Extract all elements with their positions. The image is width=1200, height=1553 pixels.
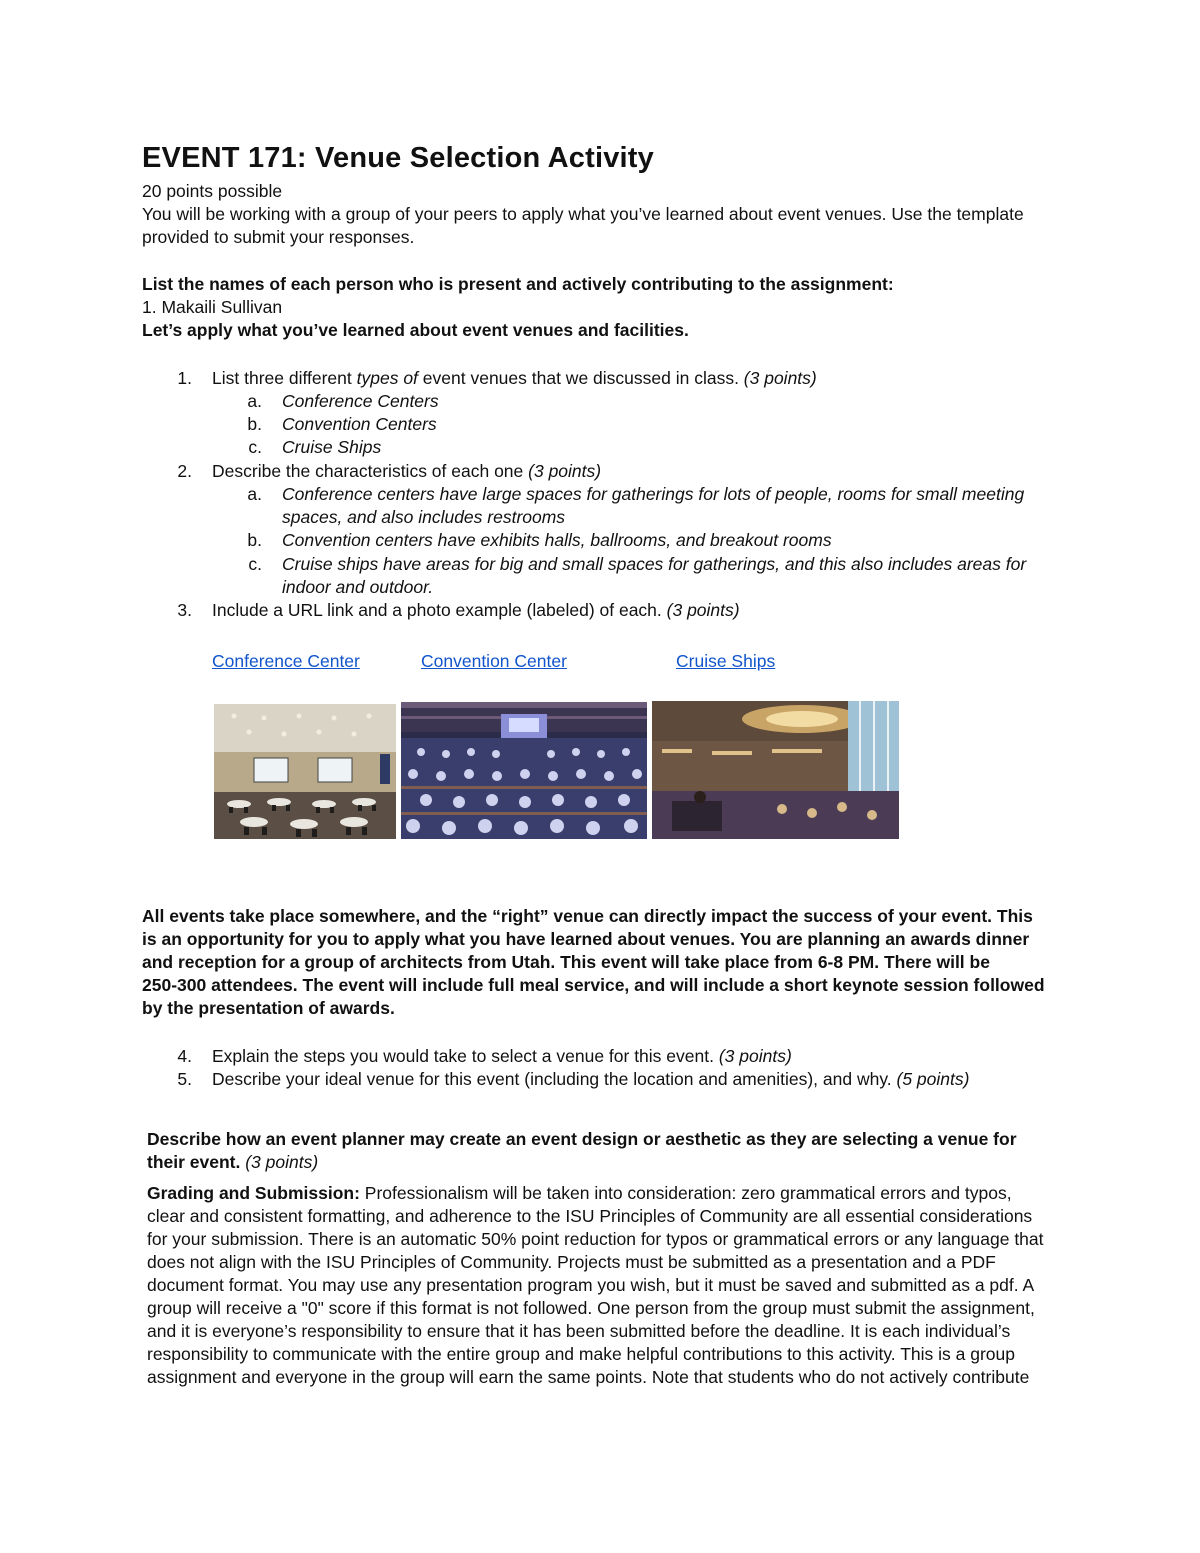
conference-center-link[interactable]: Conference Center xyxy=(212,651,360,671)
contributor-name: 1. Makaili Sullivan xyxy=(142,297,283,317)
scenario-line-3: and reception for a group of architects from Utah. This event will take place from 6-8 PM. There will be xyxy=(142,952,990,972)
q1-text-c: event venues that we discussed in class. xyxy=(417,368,744,388)
q2-answer-letter-c: c. xyxy=(248,554,262,574)
q2-answer-c-line-1: Cruise ships have areas for big and small spaces for gatherings, and this also includes areas for xyxy=(282,554,1027,574)
q1-answer-letter-a: a. xyxy=(247,391,262,411)
grading-line-1 xyxy=(147,1182,1012,1205)
q1-answer-c: Cruise Ships xyxy=(282,437,382,457)
grading-line-6: group will receive a "0" score if this format is not followed. One person from the group must submit the assignment, xyxy=(147,1298,1035,1318)
q4-text-main: Explain the steps you would take to select a venue for this event. xyxy=(212,1046,719,1066)
grading-line-2: clear and consistent formatting, and adherence to the ISU Principles of Community are all essential considerations xyxy=(147,1206,1033,1226)
q3-points: (3 points) xyxy=(666,600,740,620)
q1-text-a: List three different xyxy=(212,368,357,388)
scenario-line-5: by the presentation of awards. xyxy=(142,998,395,1018)
conference-center-photo xyxy=(214,704,396,839)
q2-answer-a-line-2: spaces, and also includes restrooms xyxy=(282,507,566,527)
q5-text xyxy=(212,1068,969,1091)
grading-label: Grading and Submission: xyxy=(147,1183,360,1203)
grading-line-9: assignment and everyone in the group will earn the same points. Note that students who do not actively contribute xyxy=(147,1367,1030,1387)
q1-text xyxy=(212,367,817,390)
q2-answer-b: Convention centers have exhibits halls, ballrooms, and breakout rooms xyxy=(282,530,832,550)
grading-line-8: responsibility to communicate with the entire group and make helpful contributions to this activity. This is a group xyxy=(147,1344,1015,1364)
q2-text xyxy=(212,460,601,483)
convention-center-link[interactable]: Convention Center xyxy=(421,651,567,671)
cruise-ships-photo xyxy=(652,701,899,839)
q4-number: 4. xyxy=(177,1046,192,1066)
q1-answer-a: Conference Centers xyxy=(282,391,439,411)
q2-answer-c-line-2: indoor and outdoor. xyxy=(282,577,434,597)
design-question-text: their event. xyxy=(147,1152,246,1172)
grading-line-5: document format. You may use any presentation program you wish, but it must be saved and submitted as a pdf. A xyxy=(147,1275,1035,1295)
q4-text xyxy=(212,1045,792,1068)
intro-text-line-1: You will be working with a group of your peers to apply what you’ve learned about event venues. Use the template xyxy=(142,204,1024,224)
q5-points: (5 points) xyxy=(896,1069,970,1089)
q5-text-main: Describe your ideal venue for this event (including the location and amenities), and why. xyxy=(212,1069,897,1089)
q4-points: (3 points) xyxy=(718,1046,792,1066)
q2-answer-letter-b: b. xyxy=(247,530,262,550)
q1-answer-letter-c: c. xyxy=(248,437,262,457)
apply-heading: Let’s apply what you’ve learned about event venues and facilities. xyxy=(142,320,689,340)
design-question-points: (3 points) xyxy=(245,1152,319,1172)
scenario-line-2: is an opportunity for you to apply what you have learned about venues. You are planning an awards dinner xyxy=(142,929,1030,949)
grading-line-3: for your submission. There is an automatic 50% point reduction for typos or grammatical errors or any language that xyxy=(147,1229,1044,1249)
grading-line-7: and it is everyone’s responsibility to ensure that it has been submitted before the deadline. It is each individual’s xyxy=(147,1321,1011,1341)
grading-line-4: does not align with the ISU Principles of Community. Projects must be submitted as a presentation and a PDF xyxy=(147,1252,996,1272)
q3-number: 3. xyxy=(177,600,192,620)
intro-text-line-2: provided to submit your responses. xyxy=(142,227,415,247)
cruise-ships-link[interactable]: Cruise Ships xyxy=(676,651,776,671)
scenario-line-4: 250-300 attendees. The event will include full meal service, and will include a short keynote session followed xyxy=(142,975,1045,995)
q2-answer-letter-a: a. xyxy=(247,484,262,504)
convention-center-photo xyxy=(401,702,647,839)
page-title: EVENT 171: Venue Selection Activity xyxy=(142,142,654,174)
q1-answer-letter-b: b. xyxy=(247,414,262,434)
q2-number: 2. xyxy=(177,461,192,481)
q2-answer-a-line-1: Conference centers have large spaces for gatherings for lots of people, rooms for small meeting xyxy=(282,484,1025,504)
scenario-line-1: All events take place somewhere, and the “right” venue can directly impact the success of your event. This xyxy=(142,906,1033,926)
q1-points: (3 points) xyxy=(743,368,817,388)
points-possible: 20 points possible xyxy=(142,181,283,201)
names-heading: List the names of each person who is present and actively contributing to the assignment: xyxy=(142,274,894,294)
q5-number: 5. xyxy=(177,1069,192,1089)
q3-text-main: Include a URL link and a photo example (labeled) of each. xyxy=(212,600,667,620)
design-question-line-1: Describe how an event planner may create an event design or aesthetic as they are selecting a venue for xyxy=(147,1129,1017,1149)
design-question-line-2 xyxy=(147,1151,318,1174)
q1-text-types: types of xyxy=(356,368,418,388)
q1-answer-b: Convention Centers xyxy=(282,414,437,434)
q2-points: (3 points) xyxy=(528,461,602,481)
q3-text xyxy=(212,599,740,622)
q1-number: 1. xyxy=(177,368,192,388)
q2-text-main: Describe the characteristics of each one xyxy=(212,461,529,481)
grading-text-start: Professionalism will be taken into consideration: zero grammatical errors and typos, xyxy=(359,1183,1012,1203)
